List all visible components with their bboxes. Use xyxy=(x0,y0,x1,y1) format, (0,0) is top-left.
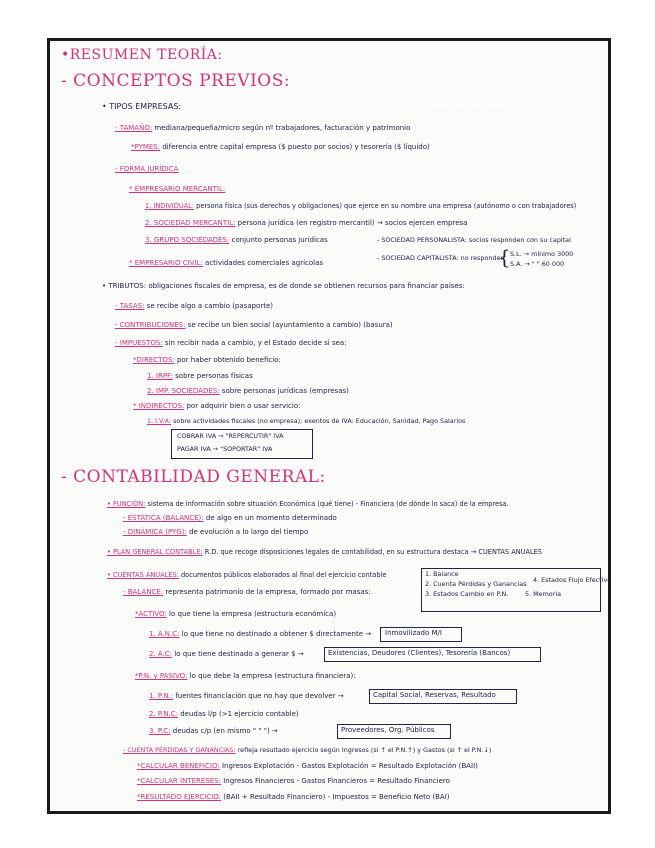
grupo-line xyxy=(145,236,328,245)
pn1-box-text: Capital Social, Reservas, Resultado xyxy=(373,691,496,699)
heading-resumen: •RESUMEN TEORÍA: xyxy=(61,47,223,63)
res-label: *RESULTADO EJERCICIO: xyxy=(137,793,222,801)
bait-text: Ingresos Explotación - Gastos Explotación = Resultado Explotación (BAII) xyxy=(221,762,478,770)
capitalista-line: - SOCIEDAD CAPITALISTA: no responden xyxy=(377,254,505,262)
anc-box-text: Inmovilizado M/I xyxy=(385,629,442,637)
cuentas-line xyxy=(107,571,386,580)
civil-text: actividades comerciales agrícolas xyxy=(205,259,324,267)
directos-text: por haber obtenido beneficio: xyxy=(176,356,281,364)
iva-text: sobre actividades fiscales (no empresa); exentos de IVA: Educación, Sanidad, Pago Salarios xyxy=(173,417,466,425)
contrib-label: - CONTRIBUCIONES: xyxy=(115,321,186,329)
irpf-line xyxy=(147,372,253,381)
brace-capitalista: { xyxy=(498,245,511,269)
cuentas-text: documentos públicos elaborados al final del ejercicio contable xyxy=(180,571,387,579)
tributos-text: obligaciones fiscales de empresa, es de donde se obtienen recursos para financiar países: xyxy=(148,282,465,290)
pn-line xyxy=(135,672,356,681)
is-line xyxy=(147,387,349,396)
estatica-text: de algo en un momento determinado xyxy=(205,514,337,522)
indirectos-label: * INDIRECTOS: xyxy=(133,402,185,410)
tasas-label: - TASAS: xyxy=(115,302,145,310)
sl-line: S.L. → mínimo 3000 xyxy=(510,250,574,258)
cuentas-item-4: 4. Estados Flujo Efectivo xyxy=(533,576,611,584)
plan-line xyxy=(107,548,542,557)
tamano-line xyxy=(115,124,410,133)
cuentas-item-3: 3. Estados Cambio en P.N. xyxy=(425,590,509,598)
indirectos-line xyxy=(133,402,301,411)
pyg-text: refleja resultado ejercicio según Ingresos (si ↑ el P.N.↑) y Gastos (si ↑ el P.N.↓) xyxy=(237,746,492,754)
heading-conceptos-previos: - CONCEPTOS PREVIOS: xyxy=(61,71,291,91)
anc-label: 1. A.N.C: xyxy=(149,630,180,638)
irpf-label: 1. IRPF: xyxy=(147,372,173,380)
pn-label: *P.N. y PASIVO: xyxy=(135,672,188,680)
ac-line xyxy=(149,650,304,659)
directos-line xyxy=(133,356,281,365)
plan-label: • PLAN GENERAL CONTABLE: xyxy=(107,548,203,556)
irpf-text: sobre personas físicas xyxy=(175,372,253,380)
individual-label: 1. INDIVIDUAL: xyxy=(145,202,195,210)
personalista-line: - SOCIEDAD PERSONALISTA: socios responden con su capital xyxy=(377,236,571,244)
pnc-text: deudas l/p (>1 ejercicio contable) xyxy=(180,710,299,718)
sociedad-text: persona jurídica (en registro mercantil) → socios ejercen empresa xyxy=(237,219,468,227)
cuentas-item-5: 5. Memoria xyxy=(525,590,562,598)
notebook-page xyxy=(47,38,611,814)
pnc-line xyxy=(149,710,299,719)
balance-line xyxy=(123,588,371,597)
bait-line xyxy=(137,762,478,771)
estatica-label: - ESTÁTICA (BALANCE): xyxy=(123,514,204,522)
sociedad-label: 2. SOCIEDAD MERCANTIL: xyxy=(145,219,236,227)
ac-label: 2. A.C: xyxy=(149,650,173,658)
pc-box-text: Proveedores, Org. Públicos xyxy=(341,726,435,734)
civil-label: * EMPRESARIO CIVIL: xyxy=(129,259,203,267)
dinamica-line xyxy=(123,528,308,537)
pc-label: 3. P.C: xyxy=(149,727,171,735)
ac-box-text: Existencias, Deudores (Clientes), Tesorería (Bancos) xyxy=(328,649,511,657)
pn1-line xyxy=(149,692,344,701)
bleed-through: ~~~~~~~~~~~~~~~~~~ xyxy=(427,108,518,115)
contrib-line xyxy=(115,321,393,330)
pn1-label: 1. P.N.: xyxy=(149,692,174,700)
pymes-text: diferencia entre capital empresa ($ puesto por socios) y tesorería ($ líquido) xyxy=(162,143,430,151)
activo-line xyxy=(135,610,336,619)
pymes-line xyxy=(131,143,430,152)
activo-text: lo que tiene la empresa (estructura económica) xyxy=(169,610,337,618)
pagar-line: PAGAR IVA → "SOPORTAR" IVA xyxy=(177,445,273,453)
cobrar-line: COBRAR IVA → "REPERCUTIR" IVA xyxy=(177,432,284,440)
dinamica-text: de evolución a lo largo del tiempo xyxy=(189,528,309,536)
impuestos-label: - IMPUESTOS: xyxy=(115,339,163,347)
res-line xyxy=(137,793,450,802)
heading-contabilidad: - CONTABILIDAD GENERAL: xyxy=(61,467,326,487)
civil-line xyxy=(129,259,323,268)
pyg-label: - CUENTA PÉRDIDAS Y GANANCIAS: xyxy=(123,746,236,754)
bai-line xyxy=(137,777,450,786)
pyg-line xyxy=(123,746,491,755)
pymes-label: *PYMES: xyxy=(131,143,161,151)
bai-label: *CALCULAR INTERESES: xyxy=(137,777,221,785)
mercantil-label: * EMPRESARIO MERCANTIL: xyxy=(129,185,226,193)
is-text: sobre personas jurídicas (empresas) xyxy=(221,387,349,395)
individual-text: persona física (sus derechos y obligaciones) que ejerce en su nombre una empresa (autónomo o con trabajadores) xyxy=(196,202,577,210)
funcion-label: • FUNCIÓN: xyxy=(107,500,146,508)
estatica-line xyxy=(123,514,337,523)
pn-text: lo que debe la empresa (estructura financiera): xyxy=(189,672,356,680)
pnc-label: 2. P.N.C: xyxy=(149,710,178,718)
res-text: (BAII + Resultado Financiero) - Impuestos = Beneficio Neto (BAI) xyxy=(223,793,450,801)
bait-label: *CALCULAR BENEFICIO: xyxy=(137,762,220,770)
indirectos-text: por adquirir bien o usar servicio: xyxy=(186,402,301,410)
iva-label: 1. I.V.A: xyxy=(147,417,172,425)
individual-line xyxy=(145,202,576,211)
sociedad-line xyxy=(145,219,467,228)
grupo-label: 3. GRUPO SOCIEDADES: xyxy=(145,236,230,244)
forma-juridica-label: - FORMA JURÍDICA xyxy=(115,165,179,173)
anc-line xyxy=(149,630,371,639)
cuentas-label: • CUENTAS ANUALES: xyxy=(107,571,179,579)
directos-label: *DIRECTOS: xyxy=(133,356,175,364)
funcion-line xyxy=(107,500,509,509)
tasas-text: se recibe algo a cambio (pasaporte) xyxy=(146,302,273,310)
tamano-text: mediana/pequeña/micro según nº trabajadores, facturación y patrimonio xyxy=(154,124,411,132)
tributos-line xyxy=(102,282,465,291)
impuestos-text: sin recibir nada a cambio, y el Estado decide si sea: xyxy=(164,339,347,347)
ac-text: lo que tiene destinado a generar $ → xyxy=(174,650,304,658)
pn1-text: fuentes financiación que no hay que devolver → xyxy=(175,692,344,700)
grupo-text: conjunto personas jurídicas xyxy=(231,236,328,244)
balance-text: representa patrimonio de la empresa, formado por masas: xyxy=(165,588,371,596)
bai-text: Ingresos Financieros - Gastos Financieros = Resultado Financiero xyxy=(223,777,450,785)
is-label: 2. IMP. SOCIEDADES: xyxy=(147,387,220,395)
impuestos-line xyxy=(115,339,347,348)
tasas-line xyxy=(115,302,273,311)
anc-text: lo que tiene no destinado a obtener $ directamente → xyxy=(181,630,372,638)
funcion-text: sistema de información sobre situación Económica (qué tiene) - Financiera (de dónde lo saca) de la empresa. xyxy=(147,500,509,508)
cuentas-item-2: 2. Cuenta Pérdidas y Ganancias xyxy=(425,580,527,588)
pc-line xyxy=(149,727,278,736)
tipos-title: • TIPOS EMPRESAS: xyxy=(102,102,182,111)
tributos-label: • TRIBUTOS: xyxy=(102,282,147,290)
activo-label: *ACTIVO: xyxy=(135,610,167,618)
contrib-text: se recibe un bien social (ayuntamiento a cambio) (basura) xyxy=(187,321,393,329)
dinamica-label: - DINÁMICA (PYG): xyxy=(123,528,187,536)
plan-text: R.D. que recoge disposiciones legales de contabilidad, en su estructura destaca → CUENTAS ANUALES xyxy=(204,548,542,556)
balance-label: - BALANCE: xyxy=(123,588,164,596)
iva-line xyxy=(147,417,465,426)
tamano-label: - TAMAÑO: xyxy=(115,124,153,132)
sa-line: S.A. → " " 60 000 xyxy=(510,260,565,268)
cuentas-item-1: 1. Balance xyxy=(425,570,459,578)
pc-text: deudas c/p (en mismo " " ") → xyxy=(172,727,278,735)
